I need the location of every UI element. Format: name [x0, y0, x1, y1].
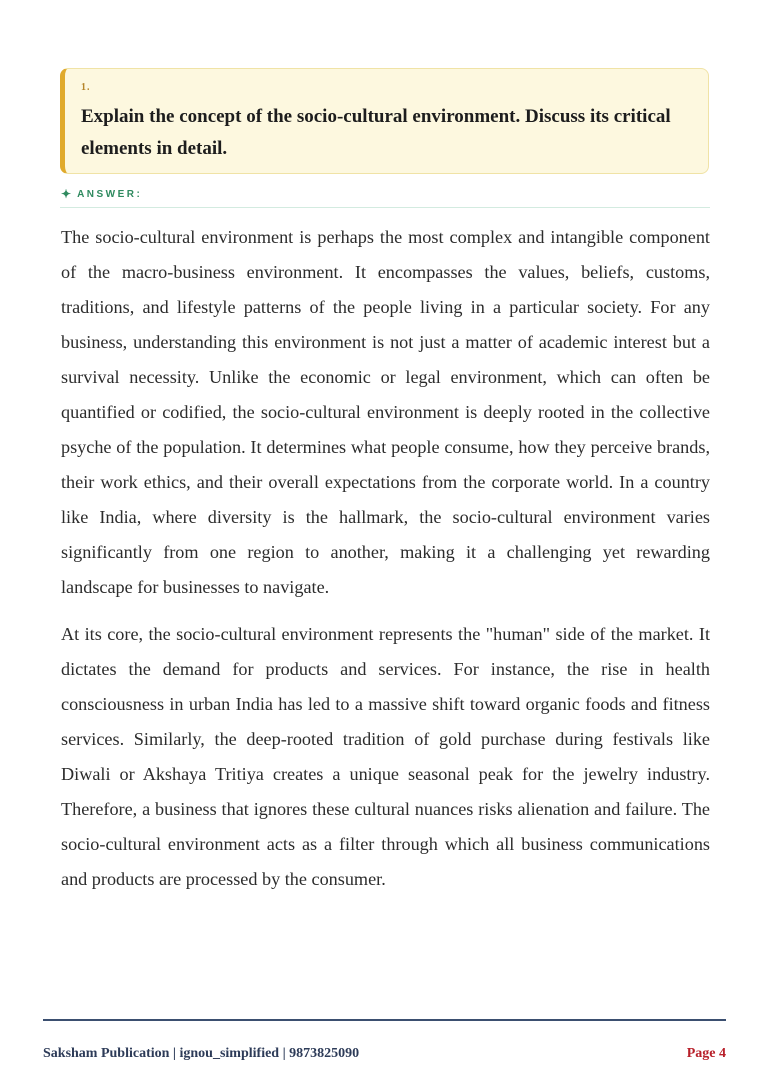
answer-divider: [60, 207, 710, 208]
page-number: Page 4: [686, 1046, 726, 1061]
question-number: 1.: [81, 82, 91, 93]
footer-divider: [43, 1019, 726, 1021]
answer-paragraph: At its core, the socio-cultural environment represents the "human" side of the market. It dictates the demand for products and services. For instance, the rise in health consciousness in urban India has led to a massive shift toward organic foods and fitness services. Similarly, the deep-rooted tradition of gold purchase during festivals like Diwali or Akshaya Tritiya creates a unique seasonal peak for the jewelry industry. Therefore, a business that ignores these cultural nuances risks alienation and failure. The socio-cultural environment acts as a filter through which all business communications and products are processed by the consumer.: [61, 624, 710, 889]
question-box: [60, 68, 709, 174]
answer-body: [61, 220, 710, 909]
answer-label-text: ANSWER:: [77, 188, 143, 200]
footer-publisher: Saksham Publication | ignou_simplified | 9873825090: [43, 1046, 360, 1061]
question-text: Explain the concept of the socio-cultural environment. Discuss its critical elements in detail.: [81, 106, 671, 159]
answer-label: [61, 187, 142, 201]
sparkle-icon: ✦: [61, 187, 72, 201]
answer-paragraph: The socio-cultural environment is perhaps the most complex and intangible component of the macro-business environment. It encompasses the values, beliefs, customs, traditions, and lifestyle patterns of the people living in a particular society. For any business, understanding this environment is not just a matter of academic interest but a survival necessity. Unlike the economic or legal environment, which can often be quantified or codified, the socio-cultural environment is deeply rooted in the collective psyche of the population. It determines what people consume, how they perceive brands, their work ethics, and their overall expectations from the corporate world. In a country like India, where diversity is the hallmark, the socio-cultural environment varies significantly from one region to another, making it a challenging yet rewarding landscape for businesses to navigate.: [61, 227, 710, 597]
